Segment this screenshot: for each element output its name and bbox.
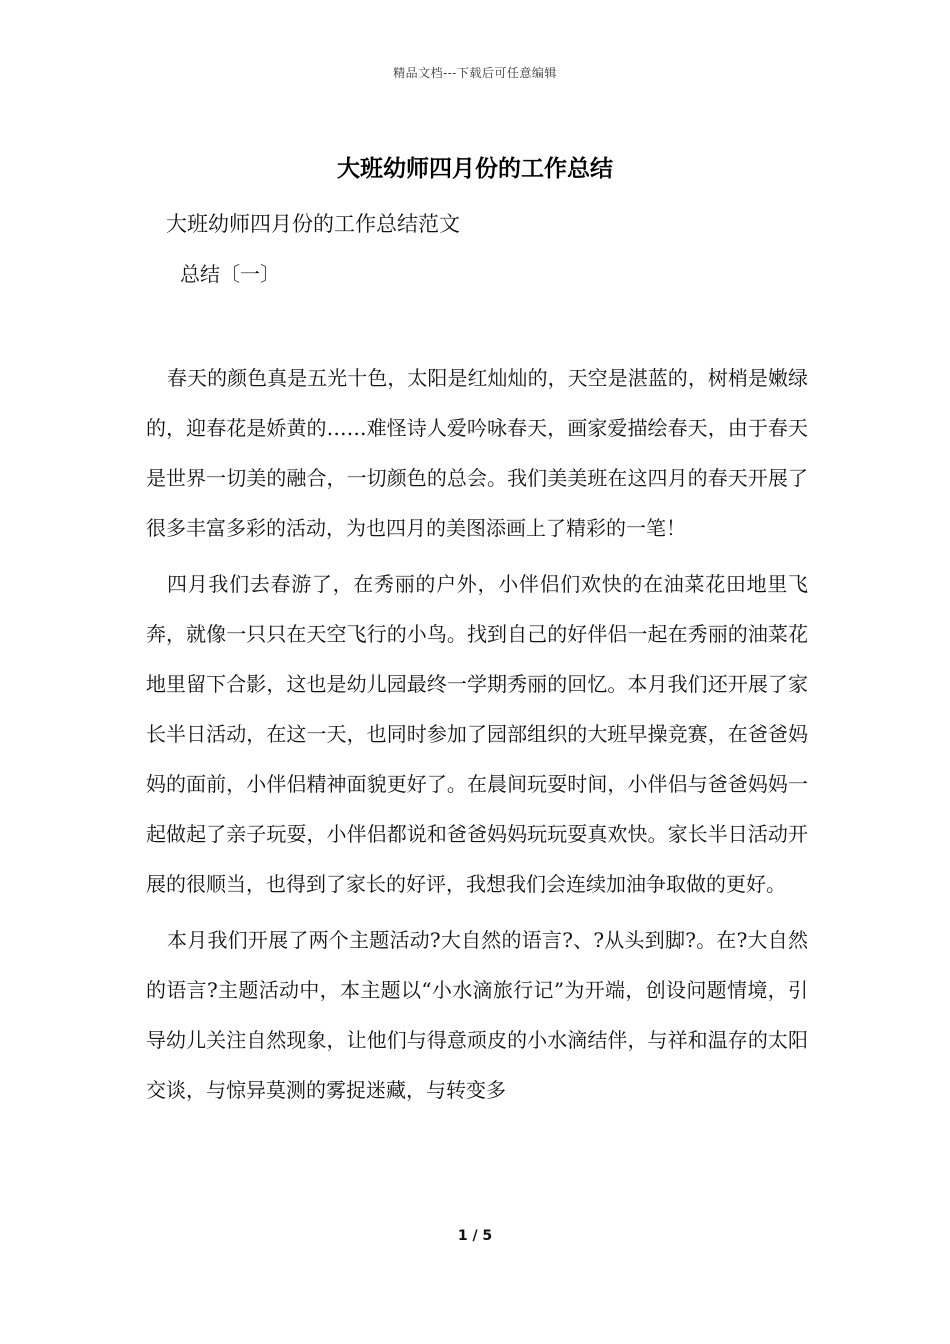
page-number: 1 / 5	[457, 1228, 493, 1244]
paragraph-1: 春天的颜色真是五光十色，太阳是红灿灿的，天空是湛蓝的，树梢是嫩绿的，迎春花是娇黄的……难怪诗人爱吟咏春天，画家爱描绘春天，由于春天是世界一切美的融合，一切颜色的总会。我们美美班在这四月的春天开展了很多丰富多彩的活动，为也四月的美图添画上了精彩的一笔！	[146, 366, 808, 540]
paragraph-3: 本月我们开展了两个主题活动?大自然的语言?、?从头到脚?。在?大自然的语言?主题活动中，本主题以“小水滴旅行记”为开端，创设问题情境，引导幼儿关注自然现象，让他们与得意顽皮的小水滴结伴，与祥和温存的太阳交谈，与惊异莫测的雾捉迷藏，与转变多	[146, 928, 808, 1102]
document-body	[146, 353, 808, 1121]
document-subtitle: 大班幼师四月份的工作总结范文	[166, 212, 460, 236]
page-header: 精品文档---下载后可任意编辑	[393, 66, 557, 80]
document-title: 大班幼师四月份的工作总结	[337, 155, 613, 182]
section-heading: 总结〔一〕	[180, 262, 280, 286]
paragraph-2: 四月我们去春游了，在秀丽的户外，小伴侣们欢快的在油菜花田地里飞奔，就像一只只在天空飞行的小鸟。找到自己的好伴侣一起在秀丽的油菜花地里留下合影，这也是幼儿园最终一学期秀丽的回忆。本月我们还开展了家长半日活动，在这一天，也同时参加了园部组织的大班早操竞赛，在爸爸妈妈的面前，小伴侣精神面貌更好了。在晨间玩耍时间，小伴侣与爸爸妈妈一起做起了亲子玩耍，小伴侣都说和爸爸妈妈玩玩耍真欢快。家长半日活动开展的很顺当，也得到了家长的好评，我想我们会连续加油争取做的更好。	[146, 572, 808, 896]
